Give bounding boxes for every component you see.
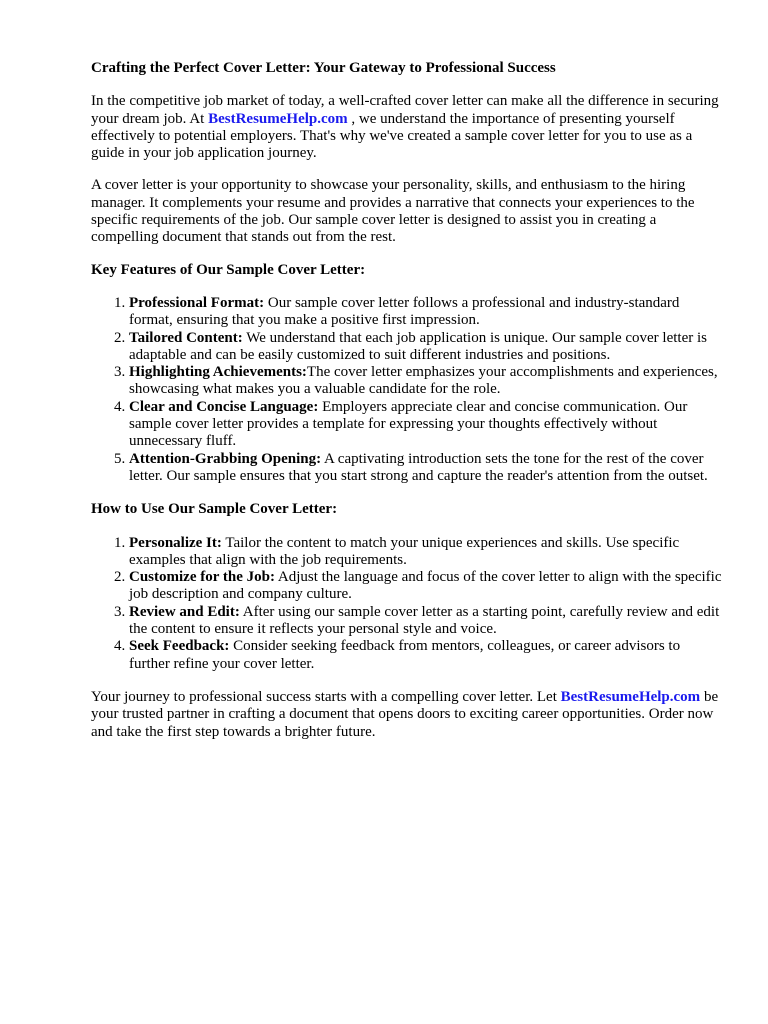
howto-text: Consider seeking feedback from mentors, colleagues, or career advisors to further refine your cover letter. [129,638,681,672]
intro-paragraph [91,93,723,162]
feature-item [129,330,723,365]
feature-item [129,451,723,486]
howto-text: Tailor the content to match your unique experiences and skills. Use specific examples that align with the job requirements. [129,534,680,568]
howto-text: Adjust the language and focus of the cover letter to align with the specific job description and company culture. [129,569,722,603]
howto-term: Seek Feedback: [129,638,230,655]
overview-paragraph: A cover letter is your opportunity to showcase your personality, skills, and enthusiasm to the hiring manager. It complements your resume and provides a narrative that connects your experiences to the specific requirements of the job. Our sample cover letter is designed to assist you in creating a compelling document that stands out from the rest. [91,177,695,246]
page-title: Crafting the Perfect Cover Letter: Your Gateway to Professional Success [91,60,556,76]
howto-term: Customize for the Job: [129,569,275,586]
feature-item [129,295,723,330]
howto-item [129,535,723,570]
intro-text-after: , we understand the importance of presenting yourself effectively to potential employers. That's why we've created a sample cover letter for you to use as a guide in your job application journey. [91,110,693,162]
closing-text-after: be your trusted partner in crafting a document that opens doors to exciting career opportunities. Order now and take the first step towards a brighter future. [91,688,719,740]
feature-term: Tailored Content: [129,329,243,346]
bestresumehelp-link[interactable]: BestResumeHelp.com [208,110,348,127]
feature-text: We understand that each job application is unique. Our sample cover letter is adaptable and can be easily customized to suit different industries and positions. [129,329,707,363]
intro-text-before: In the competitive job market of today, a well-crafted cover letter can make all the difference in securing your dream job. At [91,93,719,127]
feature-term: Attention-Grabbing Opening: [129,450,322,467]
feature-item [129,399,723,451]
howto-term: Review and Edit: [129,603,240,620]
howto-list [91,535,723,673]
feature-term: Clear and Concise Language: [129,398,319,415]
feature-item [129,364,723,399]
feature-text: Employers appreciate clear and concise communication. Our sample cover letter provides a template for expressing your thoughts effectively without unnecessary fluff. [129,398,688,450]
howto-item [129,569,723,604]
howto-text: After using our sample cover letter as a starting point, carefully review and edit the content to ensure it reflects your personal style and voice. [129,603,720,638]
feature-text: A captivating introduction sets the tone for the rest of the cover letter. Our sample ensures that you start strong and capture the reader's attention from the outset. [129,450,708,484]
closing-paragraph [91,689,723,741]
bestresumehelp-link[interactable]: BestResumeHelp.com [560,688,701,705]
feature-text: The cover letter emphasizes your accomplishments and experiences, showcasing what makes you a valuable candidate for the role. [129,364,718,398]
howto-term: Personalize It: [129,534,222,551]
howto-item [129,638,723,673]
feature-text: Our sample cover letter follows a professional and industry-standard format, ensuring that you make a positive first impression. [129,294,680,329]
features-heading: Key Features of Our Sample Cover Letter: [91,261,366,278]
closing-text-before: Your journey to professional success starts with a compelling cover letter. Let [91,688,561,705]
feature-term: Professional Format: [129,294,265,311]
features-list [91,295,723,485]
document-page [91,60,723,756]
howto-item [129,604,723,639]
howto-heading: How to Use Our Sample Cover Letter: [91,501,338,518]
feature-term: Highlighting Achievements: [129,364,307,381]
